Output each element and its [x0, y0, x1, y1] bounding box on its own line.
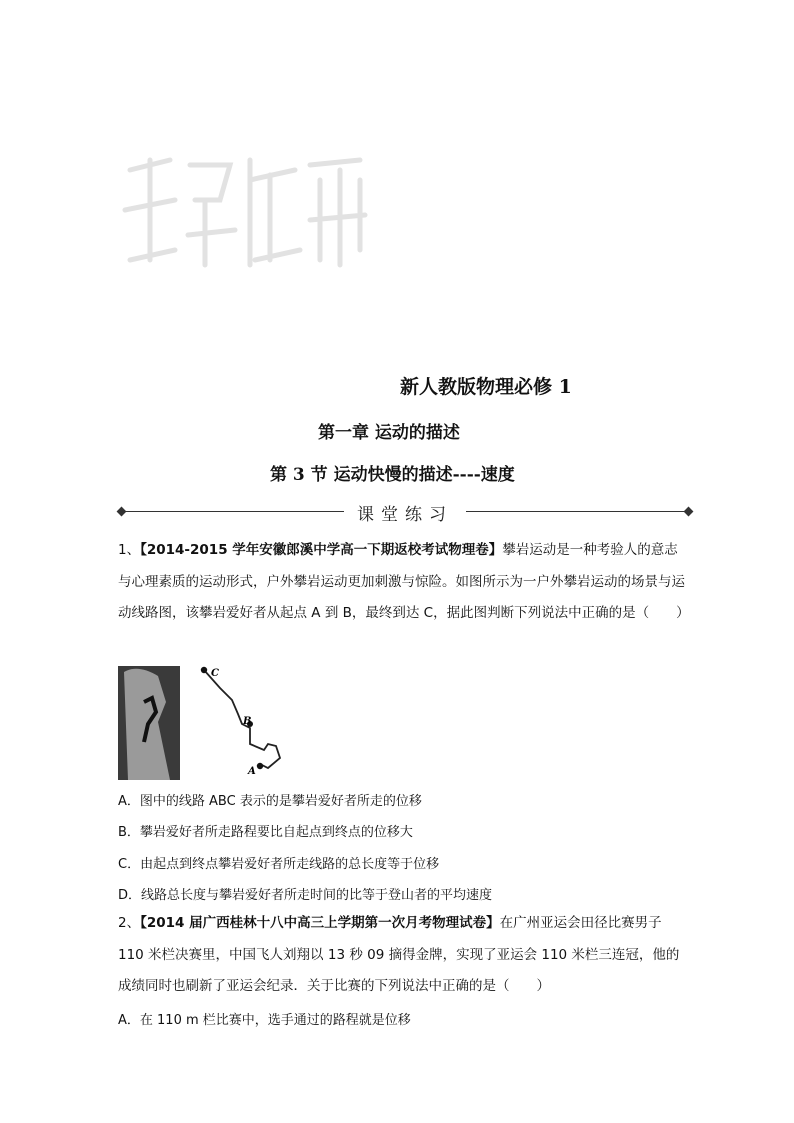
route-line [204, 670, 280, 768]
question-1-source: 【2014-2015 学年安徽郎溪中学高一下期返校考试物理卷】 [140, 542, 503, 558]
question-1-text: 攀岩运动是一种考验人的意志与心理素质的运动形式，户外攀岩运动更加刺激与惊险。如图所示为一户外攀岩运动的场景与运动线路图，该攀岩爱好者从起点 A 到 B，最终到达 C，据此图判断下列说法中正确的是（ ） [118, 542, 690, 621]
question-1-number: 1、 [118, 542, 141, 558]
faded-watermark-logo [110, 140, 380, 280]
divider-line-left [122, 511, 344, 512]
section-label: 课堂练习 [357, 505, 453, 525]
question-1-stem [118, 535, 688, 630]
question-2-number: 2、 [118, 915, 141, 931]
question-2-option-a: A．在 110 m 栏比赛中，选手通过的路程就是位移 [118, 1013, 411, 1028]
point-c-label: C [211, 668, 219, 679]
question-2-source: 【2014 届广西桂林十八中高三上学期第一次月考物理试卷】 [140, 915, 500, 931]
point-c-marker [201, 667, 207, 673]
question-1-option-c: C．由起点到终点攀岩爱好者所走线路的总长度等于位移 [118, 857, 440, 872]
point-a-marker [257, 763, 263, 769]
point-a-label: A [248, 766, 256, 777]
section-title: 第 3 节 运动快慢的描述----速度 [270, 465, 515, 485]
point-b-label: B [243, 716, 252, 727]
question-1-option-b: B．攀岩爱好者所走路程要比自起点到终点的位移大 [118, 825, 413, 840]
question-1-option-d: D．线路总长度与攀岩爱好者所走时间的比等于登山者的平均速度 [118, 888, 493, 903]
section-divider [118, 500, 692, 524]
divider-line-right [466, 511, 688, 512]
divider-diamond-right-icon [684, 507, 694, 517]
question-1-option-a: A．图中的线路 ABC 表示的是攀岩爱好者所走的位移 [118, 794, 422, 809]
question-2-stem [118, 908, 688, 1003]
question-2-text: 在广州亚运会田径比赛男子 110 米栏决赛里，中国飞人刘翔以 13 秒 09 摘得金牌，实现了亚运会 110 米栏三连冠，他的成绩同时也刷新了亚运会纪录．关于比赛的下列说法中正确的是（ ） [118, 915, 680, 994]
chapter-title: 第一章 运动的描述 [318, 423, 460, 443]
book-title: 新人教版物理必修 1 [400, 376, 572, 398]
climbing-route-figure [118, 662, 294, 780]
